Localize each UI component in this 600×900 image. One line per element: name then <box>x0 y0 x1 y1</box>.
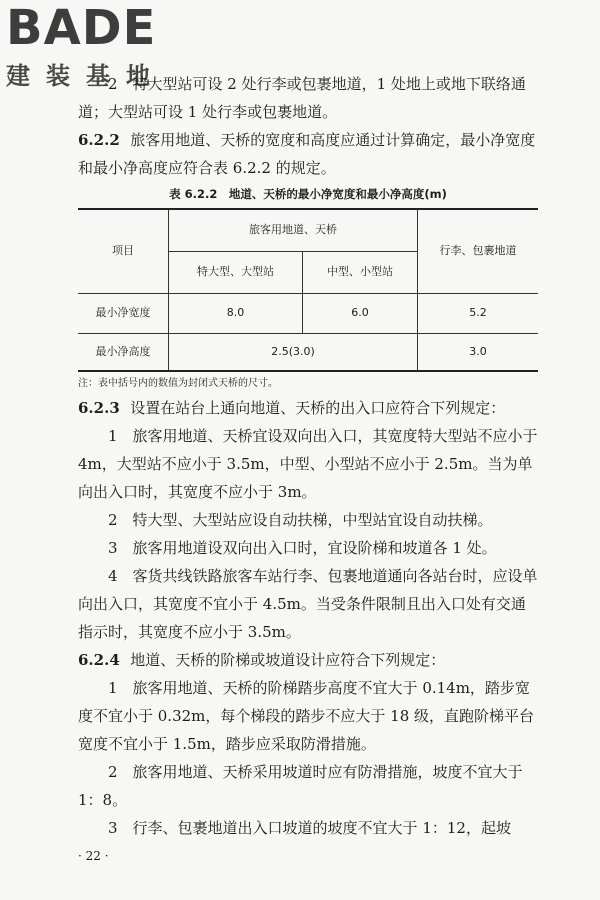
logo-brand: BADE <box>6 0 157 56</box>
table-row <box>78 333 538 371</box>
clause-number: 6.2.2 <box>78 131 120 149</box>
header-col3: 行李、包裹地道 <box>418 209 539 293</box>
clause-6-2-2 <box>78 126 538 182</box>
clause-number: 6.2.3 <box>78 399 120 417</box>
header-col1: 特大型、大型站 <box>169 251 303 293</box>
dimension-table <box>78 208 538 372</box>
table-note: 注：表中括号内的数值为封闭式天桥的尺寸。 <box>78 378 278 389</box>
clause-6-2-3 <box>78 394 538 422</box>
list-item: 1 旅客用地道、天桥宜设双向出入口，其宽度特大型站不应小于 4m，大型站不应小于 3.5m，中型、小型站不应小于 2.5m。当为单向出入口时，其宽度不应小于 3m。 <box>78 427 538 501</box>
list-item: 3 旅客用地道设双向出入口时，宜设阶梯和坡道各 1 处。 <box>108 539 497 557</box>
clause-text: 旅客用地道、天桥的宽度和高度应通过计算确定，最小净宽度和最小净高度应符合表 6.2.2 的规定。 <box>78 131 536 177</box>
cell-value: 2.5(3.0) <box>169 333 418 371</box>
page-content <box>78 70 538 866</box>
clause-6-2-4 <box>78 646 538 674</box>
header-col2: 中型、小型站 <box>302 251 417 293</box>
row-label: 最小净高度 <box>78 333 169 371</box>
clause-text: 地道、天桥的阶梯或坡道设计应符合下列规定： <box>130 651 446 669</box>
page-number: · 22 · <box>78 849 109 863</box>
cell-value: 6.0 <box>302 293 417 333</box>
cell-value: 8.0 <box>169 293 303 333</box>
cell-value: 5.2 <box>418 293 539 333</box>
list-item: 1 旅客用地道、天桥的阶梯踏步高度不宜大于 0.14m，踏步宽度不宜小于 0.32m，每个梯段的踏步不应大于 18 级，直跑阶梯平台宽度不宜小于 1.5m，踏步应采取防滑措施。 <box>78 679 535 753</box>
list-item: 4 客货共线铁路旅客车站行李、包裹地道通向各站台时，应设单向出入口，其宽度不宜小于 4.5m。当受条件限制且出入口处有交通指示时，其宽度不应小于 3.5m。 <box>78 567 538 641</box>
table-row <box>78 293 538 333</box>
list-item: 2 旅客用地道、天桥采用坡道时应有防滑措施，坡度不宜大于 1：8。 <box>78 763 523 809</box>
table-title: 表 6.2.2 地道、天桥的最小净宽度和最小净高度(m) <box>169 187 447 201</box>
row-label: 最小净宽度 <box>78 293 169 333</box>
paragraph-item-2-top: 2 特大型站可设 2 处行李或包裹地道，1 处地上或地下联络通道；大型站可设 1 处行李或包裹地道。 <box>78 75 526 121</box>
clause-text: 设置在站台上通向地道、天桥的出入口应符合下列规定： <box>130 399 506 417</box>
header-group: 旅客用地道、天桥 <box>169 209 418 251</box>
header-item: 项目 <box>78 209 169 293</box>
logo-subtitle: 建装基地 <box>6 62 166 90</box>
list-item: 3 行李、包裹地道出入口坡道的坡度不宜大于 1：12，起坡 <box>108 819 511 837</box>
list-item: 2 特大型、大型站应设自动扶梯，中型站宜设自动扶梯。 <box>108 511 493 529</box>
cell-value: 3.0 <box>418 333 539 371</box>
clause-number: 6.2.4 <box>78 651 120 669</box>
